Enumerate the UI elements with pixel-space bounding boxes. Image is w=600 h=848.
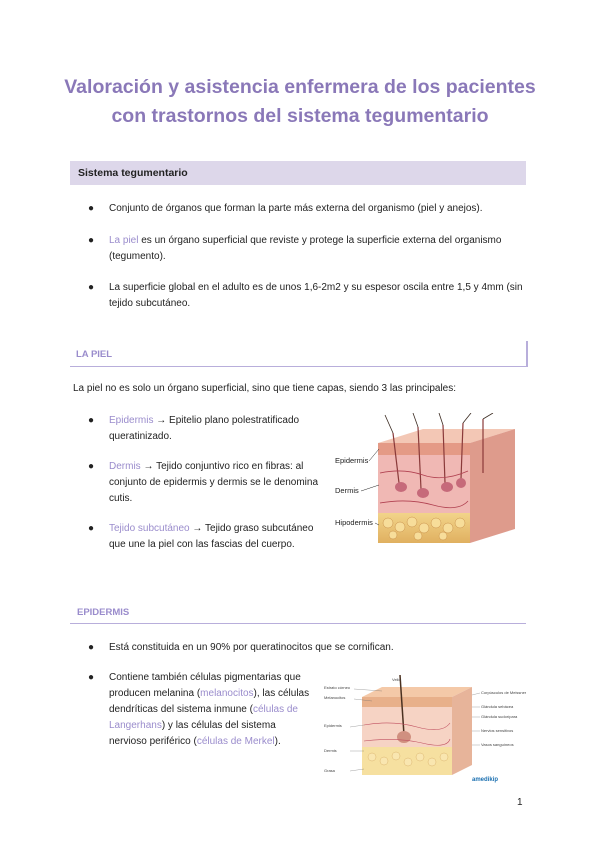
- arrow: →: [189, 523, 206, 534]
- section-heading-epidermis: EPIDERMIS: [77, 607, 130, 618]
- label-vello: Vello: [392, 677, 401, 682]
- bullet-dot: ●: [88, 235, 95, 246]
- list-item: [88, 670, 314, 750]
- bullet-dot: ●: [88, 523, 95, 534]
- list-item-text: es un órgano superficial que reviste y protege la superficie externa del organismo (tegumento).: [109, 235, 502, 262]
- label-dermis: Dermis: [335, 486, 359, 495]
- list-item-text: Epitelio plano polestratificado queratinizado.: [109, 415, 300, 442]
- arrow: →: [140, 461, 157, 472]
- arrow: →: [153, 415, 170, 426]
- bullet-dot: ●: [88, 461, 95, 472]
- page-number: 1: [517, 797, 523, 808]
- bullet-dot: ●: [88, 203, 95, 214]
- label-dermis: Dermis: [324, 748, 337, 753]
- list-item-text: Tejido graso subcutáneo que une la piel con las fascias del cuerpo.: [109, 523, 314, 550]
- highlight-term: melanocitos: [200, 688, 254, 699]
- skin-layers-figure: [333, 413, 523, 553]
- label-melanocitos: Melanocitos: [324, 695, 346, 700]
- epidermis-figure: [322, 675, 528, 785]
- label-nervios: Nervios sensitivos: [481, 728, 514, 733]
- epidermis-layer: [362, 697, 452, 707]
- list-item-text: ).: [274, 736, 281, 747]
- label-sebacea: Glándula sebácea: [481, 704, 514, 709]
- list-item: [88, 201, 529, 217]
- highlight-term: células de Merkel: [196, 736, 275, 747]
- highlight-term: células de Langerhans: [109, 704, 298, 731]
- list-item-text: ), las células dendríticas del sistema inmune (: [109, 688, 310, 715]
- list-item: [88, 640, 529, 656]
- label-epidermis: Epidermis: [335, 456, 369, 465]
- skin-side: [470, 429, 515, 543]
- list-item: [88, 280, 529, 312]
- figure-brand-logo: amedikip: [472, 777, 499, 783]
- bullet-dot: ●: [88, 642, 95, 653]
- section-heading-sistema: [70, 161, 526, 185]
- hair-bulb: [397, 731, 411, 743]
- highlight-term: Tejido subcutáneo: [109, 523, 190, 534]
- label-grasa: Grasa: [324, 768, 335, 773]
- skin-side: [452, 687, 472, 775]
- section-heading-text: LA PIEL: [76, 349, 113, 360]
- highlight-term: Epidermis: [109, 415, 154, 426]
- highlight-term: La piel: [109, 235, 139, 246]
- epidermis-layer: [378, 443, 470, 455]
- intro-paragraph: La piel no es solo un órgano superficial, sino que tiene capas, siendo 3 las principales:: [73, 383, 457, 394]
- label-estrato-corneo: Estrato córneo: [324, 685, 351, 690]
- bullet-dot: ●: [88, 415, 95, 426]
- section-heading-la-piel: [70, 341, 528, 367]
- label-meissner: Corpúsculos de Meissner: [481, 690, 527, 695]
- list-item-text: Contiene también células pigmentarias que producen melanina (: [109, 672, 301, 699]
- label-vasos: Vasos sanguíneos: [481, 742, 514, 747]
- list-item-text: La superficie global en el adulto es de unos 1,6-2m2 y su espesor oscila entre 1,5 y 4mm (sin tejido subcutáneo.: [109, 282, 523, 309]
- list-item: [88, 459, 329, 507]
- label-hipodermis: Hipodermis: [335, 518, 373, 527]
- bullet-dot: ●: [88, 282, 95, 293]
- bullet-dot: ●: [88, 672, 95, 683]
- list-item-text: Conjunto de órganos que forman la parte más externa del organismo (piel y anejos).: [109, 203, 483, 214]
- list-item: [88, 521, 329, 553]
- highlight-term: Dermis: [109, 461, 141, 472]
- section-heading-text: Sistema tegumentario: [78, 167, 188, 179]
- list-item-text: ) y las células del sistema nervioso periférico (: [109, 720, 276, 747]
- list-item: [88, 413, 329, 445]
- list-item-text: Está constituida en un 90% por queratinocitos que se cornifican.: [109, 642, 394, 653]
- label-sudoripara: Glándula sudorípara: [481, 714, 518, 719]
- list-item-text: Tejido conjuntivo rico en fibras: al conjunto de epidermis y dermis se le denomina cutis.: [109, 461, 318, 504]
- list-item: [88, 233, 529, 265]
- section-divider: [70, 623, 526, 624]
- label-epidermis: Epidermis: [324, 723, 342, 728]
- page-title: Valoración y asistencia enfermera de los pacientes con trastornos del sistema tegumentario: [64, 76, 536, 127]
